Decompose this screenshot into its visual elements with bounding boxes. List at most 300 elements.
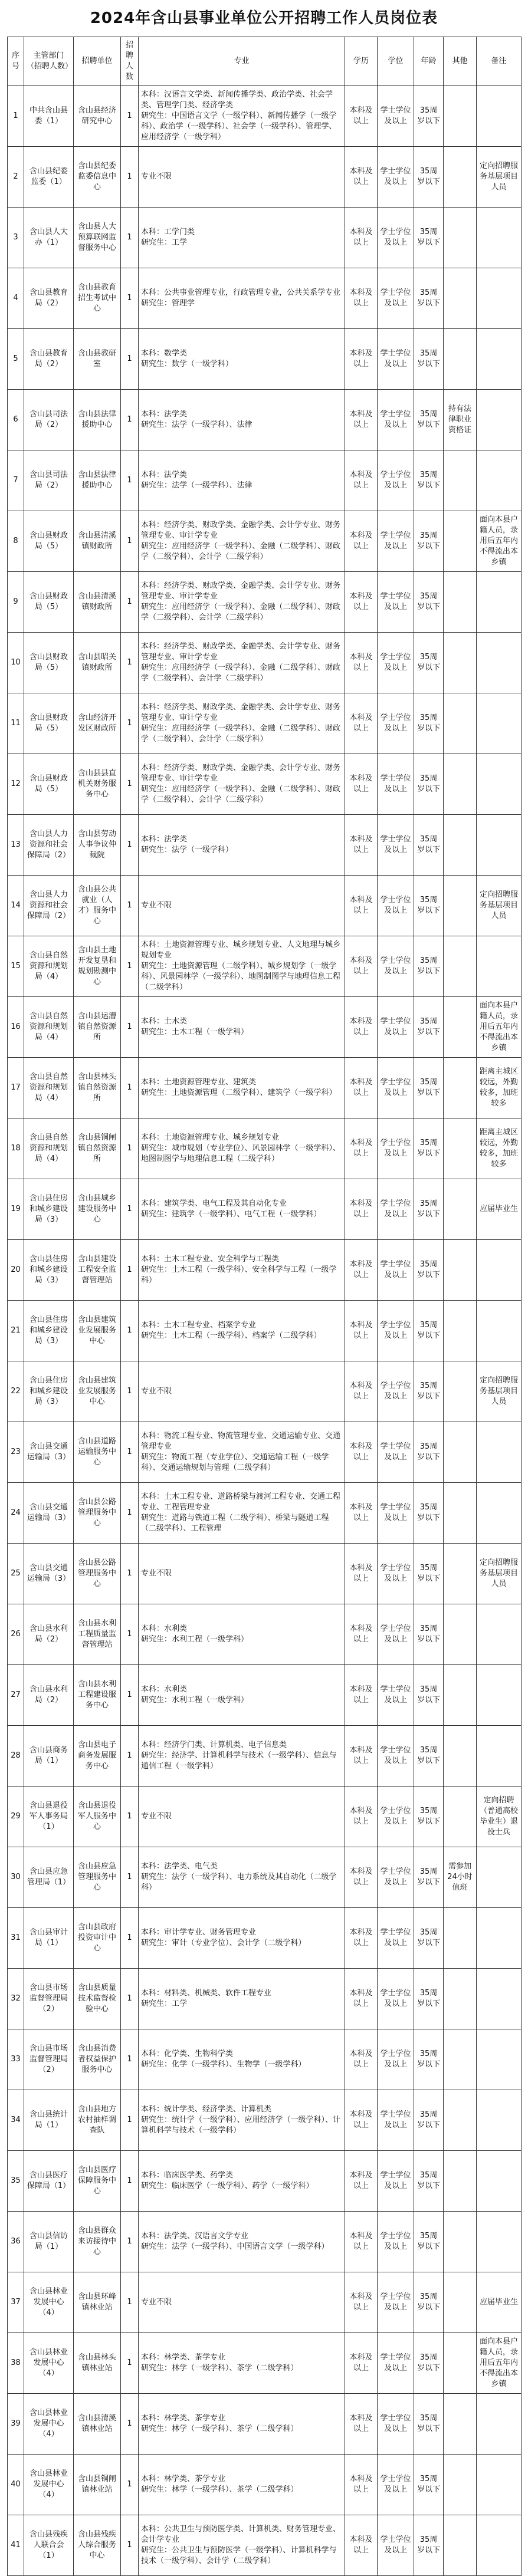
cell-dept: 含山县林业发展中心（4） — [24, 2272, 74, 2333]
cell-degree: 学士学位及以上 — [378, 2394, 414, 2455]
cell-no: 6 — [8, 390, 24, 450]
cell-unit: 含山县清溪镇林业站 — [74, 2394, 121, 2455]
cell-remark — [477, 1604, 522, 1665]
cell-dept: 含山县自然资源和规划局（4） — [24, 997, 74, 1058]
cell-dept: 含山县残疾人联合会（1） — [24, 2515, 74, 2576]
cell-no: 14 — [8, 876, 24, 936]
cell-count: 1 — [121, 450, 139, 511]
cell-education: 本科及以上 — [345, 936, 378, 997]
cell-education: 本科及以上 — [345, 2090, 378, 2151]
cell-age: 35周岁以下 — [414, 1483, 444, 1544]
cell-major: 专业不限 — [139, 147, 345, 208]
cell-major: 本科：经济学类、财政学类、金融学类、会计学专业、财务管理专业、审计学专业 研究生：应用经济学（一级学科）、金融（二级学科）、财政学（二级学科）、会计学（二级学科） — [139, 572, 345, 633]
table-row — [8, 1422, 522, 1483]
table-row — [8, 2394, 522, 2455]
cell-unit: 含山经济开发区财政所 — [74, 693, 121, 754]
cell-age: 35周岁以下 — [414, 2272, 444, 2333]
cell-age: 35周岁以下 — [414, 693, 444, 754]
header-cell-major: 专业 — [139, 37, 345, 86]
cell-unit: 含山县法律援助中心 — [74, 390, 121, 450]
cell-other — [444, 2212, 477, 2272]
table-row — [8, 1908, 522, 1969]
table-row — [8, 1118, 522, 1179]
cell-no: 24 — [8, 1483, 24, 1544]
cell-age: 35周岁以下 — [414, 1604, 444, 1665]
cell-education: 本科及以上 — [345, 1240, 378, 1301]
cell-age: 35周岁以下 — [414, 2090, 444, 2151]
cell-education: 本科及以上 — [345, 450, 378, 511]
cell-other — [444, 572, 477, 633]
cell-education: 本科及以上 — [345, 633, 378, 693]
cell-education: 本科及以上 — [345, 876, 378, 936]
cell-no: 38 — [8, 2333, 24, 2394]
cell-age: 35周岁以下 — [414, 754, 444, 815]
cell-dept: 含山县自然资源和规划局（4） — [24, 1058, 74, 1118]
cell-no: 4 — [8, 268, 24, 329]
cell-count: 1 — [121, 268, 139, 329]
cell-unit: 含山县城乡建设服务中心 — [74, 1179, 121, 1240]
cell-age: 35周岁以下 — [414, 208, 444, 268]
cell-education: 本科及以上 — [345, 1058, 378, 1118]
cell-unit: 含山县经济研究中心 — [74, 86, 121, 147]
cell-no: 8 — [8, 511, 24, 572]
cell-no: 1 — [8, 86, 24, 147]
cell-major: 本科：经济学类、财政学类、金融学类、会计学专业、财务管理专业、审计学专业 研究生：应用经济学（一级学科）、金融（二级学科）、财政学（二级学科）、会计学（二级学科） — [139, 693, 345, 754]
cell-remark: 距离主城区较远，外勤较多，加班较多 — [477, 1058, 522, 1118]
cell-age: 35周岁以下 — [414, 511, 444, 572]
cell-other — [444, 876, 477, 936]
cell-degree: 学士学位及以上 — [378, 268, 414, 329]
header-cell-no: 序号 — [8, 37, 24, 86]
cell-dept: 含山县交通运输局（3） — [24, 1483, 74, 1544]
cell-count: 1 — [121, 2333, 139, 2394]
cell-education: 本科及以上 — [345, 2272, 378, 2333]
cell-age: 35周岁以下 — [414, 2394, 444, 2455]
cell-other — [444, 1422, 477, 1483]
cell-major: 本科：公共事业管理专业，行政管理专业，公共关系学专业 研究生：管理学 — [139, 268, 345, 329]
cell-count: 1 — [121, 1969, 139, 2029]
cell-education: 本科及以上 — [345, 754, 378, 815]
cell-degree: 学士学位及以上 — [378, 936, 414, 997]
cell-no: 7 — [8, 450, 24, 511]
cell-other — [444, 1179, 477, 1240]
cell-unit: 含山县公路管理服务中心 — [74, 1544, 121, 1604]
cell-education: 本科及以上 — [345, 2394, 378, 2455]
cell-education: 本科及以上 — [345, 1604, 378, 1665]
table-row — [8, 450, 522, 511]
cell-count: 1 — [121, 633, 139, 693]
cell-dept: 含山县教育局（2） — [24, 329, 74, 390]
cell-degree: 学士学位及以上 — [378, 754, 414, 815]
cell-unit: 含山县纪委监委信息中心 — [74, 147, 121, 208]
cell-unit: 含山县公共就业（人才）服务中心 — [74, 876, 121, 936]
cell-degree: 学士学位及以上 — [378, 511, 414, 572]
table-row — [8, 1058, 522, 1118]
cell-major: 本科：土木类 研究生：土木工程（一级学科） — [139, 997, 345, 1058]
cell-degree: 学士学位及以上 — [378, 1604, 414, 1665]
cell-remark — [477, 1422, 522, 1483]
cell-dept: 含山县人大办（1） — [24, 208, 74, 268]
cell-remark — [477, 1301, 522, 1361]
cell-count: 1 — [121, 2455, 139, 2515]
cell-age: 35周岁以下 — [414, 1726, 444, 1787]
table-row — [8, 1604, 522, 1665]
cell-education: 本科及以上 — [345, 147, 378, 208]
cell-count: 1 — [121, 572, 139, 633]
cell-education: 本科及以上 — [345, 1726, 378, 1787]
cell-other — [444, 2090, 477, 2151]
cell-dept: 含山县财政局（5） — [24, 754, 74, 815]
cell-major: 本科：经济学类、财政学类、金融学类、会计学专业、财务管理专业、审计学专业 研究生：应用经济学（一级学科）、金融（二级学科）、财政学（二级学科）、会计学（二级学科） — [139, 511, 345, 572]
cell-remark — [477, 2515, 522, 2576]
cell-age: 35周岁以下 — [414, 329, 444, 390]
cell-other — [444, 754, 477, 815]
cell-dept: 含山县医疗保障局（1） — [24, 2151, 74, 2212]
cell-no: 16 — [8, 997, 24, 1058]
cell-dept: 含山县统计局（1） — [24, 2090, 74, 2151]
table-row — [8, 2515, 522, 2576]
cell-education: 本科及以上 — [345, 2151, 378, 2212]
cell-age: 35周岁以下 — [414, 1908, 444, 1969]
cell-unit: 含山县环峰镇林业站 — [74, 2272, 121, 2333]
cell-degree: 学士学位及以上 — [378, 572, 414, 633]
header-cell-remark: 备注 — [477, 37, 522, 86]
cell-age: 35周岁以下 — [414, 1422, 444, 1483]
table-row — [8, 2455, 522, 2515]
cell-education: 本科及以上 — [345, 1969, 378, 2029]
cell-degree: 学士学位及以上 — [378, 1908, 414, 1969]
cell-count: 1 — [121, 511, 139, 572]
cell-education: 本科及以上 — [345, 1847, 378, 1908]
cell-education: 本科及以上 — [345, 511, 378, 572]
table-row — [8, 876, 522, 936]
cell-no: 12 — [8, 754, 24, 815]
cell-unit: 含山县教研室 — [74, 329, 121, 390]
cell-degree: 学士学位及以上 — [378, 1847, 414, 1908]
cell-major: 本科：林学类、茶学专业 研究生：林学（一级学科）、茶学（二级学科） — [139, 2455, 345, 2515]
cell-other — [444, 268, 477, 329]
cell-dept: 含山县纪委监委（1） — [24, 147, 74, 208]
cell-remark — [477, 2394, 522, 2455]
cell-no: 15 — [8, 936, 24, 997]
cell-degree: 学士学位及以上 — [378, 1544, 414, 1604]
cell-remark: 面向本县户籍人员，录用后五年内不得流出本乡镇 — [477, 997, 522, 1058]
cell-dept: 含山县财政局（5） — [24, 633, 74, 693]
cell-education: 本科及以上 — [345, 1483, 378, 1544]
cell-other — [444, 1301, 477, 1361]
cell-remark — [477, 572, 522, 633]
cell-other — [444, 633, 477, 693]
cell-unit: 含山县土地开发复垦和规划勘测中心 — [74, 936, 121, 997]
cell-no: 39 — [8, 2394, 24, 2455]
cell-age: 35周岁以下 — [414, 450, 444, 511]
cell-remark — [477, 2090, 522, 2151]
cell-count: 1 — [121, 936, 139, 997]
cell-count: 1 — [121, 1118, 139, 1179]
cell-other — [444, 147, 477, 208]
cell-count: 1 — [121, 815, 139, 876]
cell-age: 35周岁以下 — [414, 1058, 444, 1118]
cell-other — [444, 693, 477, 754]
cell-education: 本科及以上 — [345, 329, 378, 390]
cell-dept: 含山县应急管理局（1） — [24, 1847, 74, 1908]
cell-age: 35周岁以下 — [414, 390, 444, 450]
positions-table — [7, 37, 522, 2576]
cell-major: 本科：土地资源管理专业、建筑类 研究生：土地资源管理（二级学科）、建筑学（一级学科） — [139, 1058, 345, 1118]
cell-unit: 含山县消费者权益保护服务中心 — [74, 2029, 121, 2090]
cell-age: 35周岁以下 — [414, 1240, 444, 1301]
cell-degree: 学士学位及以上 — [378, 2090, 414, 2151]
cell-remark — [477, 936, 522, 997]
cell-unit: 含山县地方农村抽样调查队 — [74, 2090, 121, 2151]
cell-other — [444, 2272, 477, 2333]
cell-dept: 含山县退役军人事务局（1） — [24, 1787, 74, 1847]
cell-education: 本科及以上 — [345, 693, 378, 754]
cell-no: 9 — [8, 572, 24, 633]
table-row — [8, 1240, 522, 1301]
page-title: 2024年含山县事业单位公开招聘工作人员岗位表 — [90, 9, 438, 27]
cell-age: 35周岁以下 — [414, 572, 444, 633]
cell-age: 35周岁以下 — [414, 815, 444, 876]
cell-age: 35周岁以下 — [414, 1969, 444, 2029]
table-row — [8, 390, 522, 450]
cell-count: 1 — [121, 1787, 139, 1847]
table-row — [8, 2272, 522, 2333]
cell-dept: 含山县自然资源和规划局（4） — [24, 1118, 74, 1179]
cell-age: 35周岁以下 — [414, 2029, 444, 2090]
cell-no: 2 — [8, 147, 24, 208]
cell-other — [444, 329, 477, 390]
cell-count: 1 — [121, 1422, 139, 1483]
table-row — [8, 1847, 522, 1908]
cell-no: 31 — [8, 1908, 24, 1969]
cell-education: 本科及以上 — [345, 268, 378, 329]
cell-no: 36 — [8, 2212, 24, 2272]
cell-age: 35周岁以下 — [414, 1847, 444, 1908]
cell-dept: 含山县住房和城乡建设局（3） — [24, 1301, 74, 1361]
cell-remark — [477, 1665, 522, 1726]
header-cell-other: 其他 — [444, 37, 477, 86]
table-row — [8, 2333, 522, 2394]
table-row — [8, 1969, 522, 2029]
cell-education: 本科及以上 — [345, 2212, 378, 2272]
cell-dept: 含山县司法局（2） — [24, 390, 74, 450]
cell-remark: 面向本县户籍人员，录用后五年内不得流出本乡镇 — [477, 511, 522, 572]
cell-unit: 含山县建筑业发展服务中心 — [74, 1361, 121, 1422]
cell-no: 5 — [8, 329, 24, 390]
cell-no: 18 — [8, 1118, 24, 1179]
cell-other — [444, 1118, 477, 1179]
cell-dept: 含山县林业发展中心（4） — [24, 2333, 74, 2394]
cell-remark — [477, 1908, 522, 1969]
cell-unit: 含山县应急管理服务中心 — [74, 1847, 121, 1908]
cell-unit: 含山县建筑业发展服务中心 — [74, 1301, 121, 1361]
cell-unit: 含山县建设工程安全监督管理站 — [74, 1240, 121, 1301]
cell-no: 22 — [8, 1361, 24, 1422]
cell-dept: 含山县住房和城乡建设局（3） — [24, 1361, 74, 1422]
cell-degree: 学士学位及以上 — [378, 329, 414, 390]
cell-dept: 含山县林业发展中心（4） — [24, 2394, 74, 2455]
cell-remark — [477, 2455, 522, 2515]
cell-education: 本科及以上 — [345, 1665, 378, 1726]
cell-count: 1 — [121, 1483, 139, 1544]
cell-age: 35周岁以下 — [414, 2515, 444, 2576]
cell-no: 30 — [8, 1847, 24, 1908]
cell-major: 本科：水利类 研究生：水利工程（一级学科） — [139, 1665, 345, 1726]
cell-age: 35周岁以下 — [414, 2455, 444, 2515]
cell-education: 本科及以上 — [345, 1908, 378, 1969]
cell-count: 1 — [121, 1301, 139, 1361]
cell-age: 35周岁以下 — [414, 1179, 444, 1240]
cell-unit: 含山县清溪镇财政所 — [74, 572, 121, 633]
cell-major: 本科：审计学专业、财务管理专业 研究生：审计（专业学位）、会计学（二级学科） — [139, 1908, 345, 1969]
cell-remark — [477, 815, 522, 876]
table-row — [8, 329, 522, 390]
cell-unit: 含山县水利工程建设服务中心 — [74, 1665, 121, 1726]
cell-education: 本科及以上 — [345, 1361, 378, 1422]
cell-remark: 定向招聘服务基层项目人员 — [477, 147, 522, 208]
cell-dept: 含山县水利局（2） — [24, 1665, 74, 1726]
cell-education: 本科及以上 — [345, 2515, 378, 2576]
cell-major: 本科：化学类、生物科学类 研究生：化学（一级学科）、生物学（一级学科） — [139, 2029, 345, 2090]
cell-unit: 含山县昭关镇财政所 — [74, 633, 121, 693]
cell-count: 1 — [121, 1240, 139, 1301]
cell-unit: 含山县林头镇自然资源所 — [74, 1058, 121, 1118]
table-row — [8, 2029, 522, 2090]
cell-remark: 定向招聘服务基层项目人员 — [477, 876, 522, 936]
cell-no: 20 — [8, 1240, 24, 1301]
table-row — [8, 693, 522, 754]
cell-count: 1 — [121, 1544, 139, 1604]
cell-degree: 学士学位及以上 — [378, 2515, 414, 2576]
cell-degree: 学士学位及以上 — [378, 1422, 414, 1483]
cell-unit: 含山县法律援助中心 — [74, 450, 121, 511]
cell-education: 本科及以上 — [345, 1544, 378, 1604]
cell-major: 本科：经济学类、财政学类、金融学类、会计学专业、财务管理专业、审计学专业 研究生：应用经济学（一级学科）、金融（二级学科）、财政学（二级学科）、会计学（二级学科） — [139, 754, 345, 815]
cell-remark: 面向本县户籍人员，录用后五年内不得流出本乡镇 — [477, 2333, 522, 2394]
cell-no: 21 — [8, 1301, 24, 1361]
cell-dept: 含山县财政局（5） — [24, 572, 74, 633]
cell-no: 35 — [8, 2151, 24, 2212]
header-cell-count: 招聘人数 — [121, 37, 139, 86]
header-cell-degree: 学位 — [378, 37, 414, 86]
cell-unit: 含山县教育招生考试中心 — [74, 268, 121, 329]
cell-age: 35周岁以下 — [414, 147, 444, 208]
cell-other — [444, 1544, 477, 1604]
cell-count: 1 — [121, 1726, 139, 1787]
cell-degree: 学士学位及以上 — [378, 2029, 414, 2090]
cell-dept: 含山县审计局（1） — [24, 1908, 74, 1969]
cell-other — [444, 2394, 477, 2455]
cell-major: 本科：土地资源管理专业、城乡规划专业、人文地理与城乡规划专业 研究生：土地资源管理（二级学科）、城乡规划学（一级学科）、风景园林学（一级学科）、地图制图学与地理信息工程（二级学科） — [139, 936, 345, 997]
table-body — [8, 86, 522, 2576]
cell-degree: 学士学位及以上 — [378, 1240, 414, 1301]
cell-other — [444, 511, 477, 572]
cell-degree: 学士学位及以上 — [378, 1179, 414, 1240]
cell-major: 专业不限 — [139, 1361, 345, 1422]
cell-count: 1 — [121, 329, 139, 390]
cell-degree: 学士学位及以上 — [378, 2212, 414, 2272]
cell-remark — [477, 1969, 522, 2029]
cell-education: 本科及以上 — [345, 1301, 378, 1361]
cell-degree: 学士学位及以上 — [378, 1118, 414, 1179]
cell-dept: 含山县教育局（2） — [24, 268, 74, 329]
cell-degree: 学士学位及以上 — [378, 1361, 414, 1422]
cell-count: 1 — [121, 1361, 139, 1422]
cell-degree: 学士学位及以上 — [378, 2333, 414, 2394]
cell-dept: 含山县市场监督管理局（2） — [24, 1969, 74, 2029]
table-row — [8, 2212, 522, 2272]
cell-age: 35周岁以下 — [414, 1787, 444, 1847]
cell-remark — [477, 1483, 522, 1544]
cell-degree: 学士学位及以上 — [378, 693, 414, 754]
cell-major: 本科：林学类、茶学专业 研究生：林学（一级学科）、茶学（二级学科） — [139, 2394, 345, 2455]
cell-count: 1 — [121, 2029, 139, 2090]
cell-degree: 学士学位及以上 — [378, 876, 414, 936]
cell-no: 27 — [8, 1665, 24, 1726]
cell-no: 28 — [8, 1726, 24, 1787]
cell-major: 专业不限 — [139, 1787, 345, 1847]
cell-other: 需参加24小时值班 — [444, 1847, 477, 1908]
table-row — [8, 572, 522, 633]
cell-degree: 学士学位及以上 — [378, 633, 414, 693]
cell-unit: 含山县残疾人综合服务中心 — [74, 2515, 121, 2576]
cell-unit: 含山县劳动人事争议仲裁院 — [74, 815, 121, 876]
cell-no: 37 — [8, 2272, 24, 2333]
cell-degree: 学士学位及以上 — [378, 1969, 414, 2029]
cell-major: 本科：水利类 研究生：水利工程（一级学科） — [139, 1604, 345, 1665]
table-row — [8, 1483, 522, 1544]
header-cell-unit: 招聘单位 — [74, 37, 121, 86]
cell-education: 本科及以上 — [345, 572, 378, 633]
cell-remark — [477, 390, 522, 450]
cell-no: 10 — [8, 633, 24, 693]
cell-age: 35周岁以下 — [414, 633, 444, 693]
cell-remark — [477, 2151, 522, 2212]
cell-degree: 学士学位及以上 — [378, 147, 414, 208]
cell-degree: 学士学位及以上 — [378, 1665, 414, 1726]
cell-no: 41 — [8, 2515, 24, 2576]
cell-unit: 含山县政府投资审计中心 — [74, 1908, 121, 1969]
cell-major: 本科：公共卫生与预防医学类、计算机类、财务管理专业、会计学专业 研究生：公共卫生与预防医学（一级学科）、计算机科学与技术（一级学科）、会计学（二级学科） — [139, 2515, 345, 2576]
cell-unit: 含山县群众来访接待中心 — [74, 2212, 121, 2272]
cell-degree: 学士学位及以上 — [378, 1787, 414, 1847]
table-row — [8, 1544, 522, 1604]
cell-unit: 含山县医疗保障服务中心 — [74, 2151, 121, 2212]
cell-no: 17 — [8, 1058, 24, 1118]
cell-count: 1 — [121, 86, 139, 147]
cell-major: 本科：汉语言文学类、新闻传播学类、政治学类、社会学类、管理学门类、经济学类 研究生：中国语言文学（一级学科）、新闻传播学（一级学科）、政治学（一级学科）、社会学（一级学科）、管理学、应用经济学（一级学科） — [139, 86, 345, 147]
cell-education: 本科及以上 — [345, 1179, 378, 1240]
cell-dept: 含山县人力资源和社会保障局（2） — [24, 815, 74, 876]
cell-major: 本科：经济学类、财政学类、金融学类、会计学专业、财务管理专业、审计学专业 研究生：应用经济学（一级学科）、金融（二级学科）、财政学（二级学科）、会计学（二级学科） — [139, 633, 345, 693]
cell-other — [444, 936, 477, 997]
table-row — [8, 2151, 522, 2212]
cell-no: 34 — [8, 2090, 24, 2151]
cell-unit: 含山县运漕镇自然资源所 — [74, 997, 121, 1058]
cell-age: 35周岁以下 — [414, 936, 444, 997]
cell-count: 1 — [121, 2212, 139, 2272]
cell-major: 本科：物流工程专业、物流管理专业、交通运输专业、交通管理专业 研究生：物流工程（专业学位）、交通运输工程（一级学科）、交通运输规划与管理（二级学科） — [139, 1422, 345, 1483]
cell-remark — [477, 2029, 522, 2090]
cell-remark — [477, 693, 522, 754]
cell-remark — [477, 754, 522, 815]
cell-major: 本科：法学类、汉语言文学专业 研究生：法学（一级学科）、中国语言文学（一级学科） — [139, 2212, 345, 2272]
cell-major: 本科：土地资源管理专业、城乡规划专业 研究生：城市规划（专业学位）、风景园林学（一级学科）、地图制图学与地理信息工程（二级学科） — [139, 1118, 345, 1179]
cell-dept: 含山县商务局（1） — [24, 1726, 74, 1787]
cell-remark: 定向招聘服务基层项目人员 — [477, 1544, 522, 1604]
table-row — [8, 511, 522, 572]
